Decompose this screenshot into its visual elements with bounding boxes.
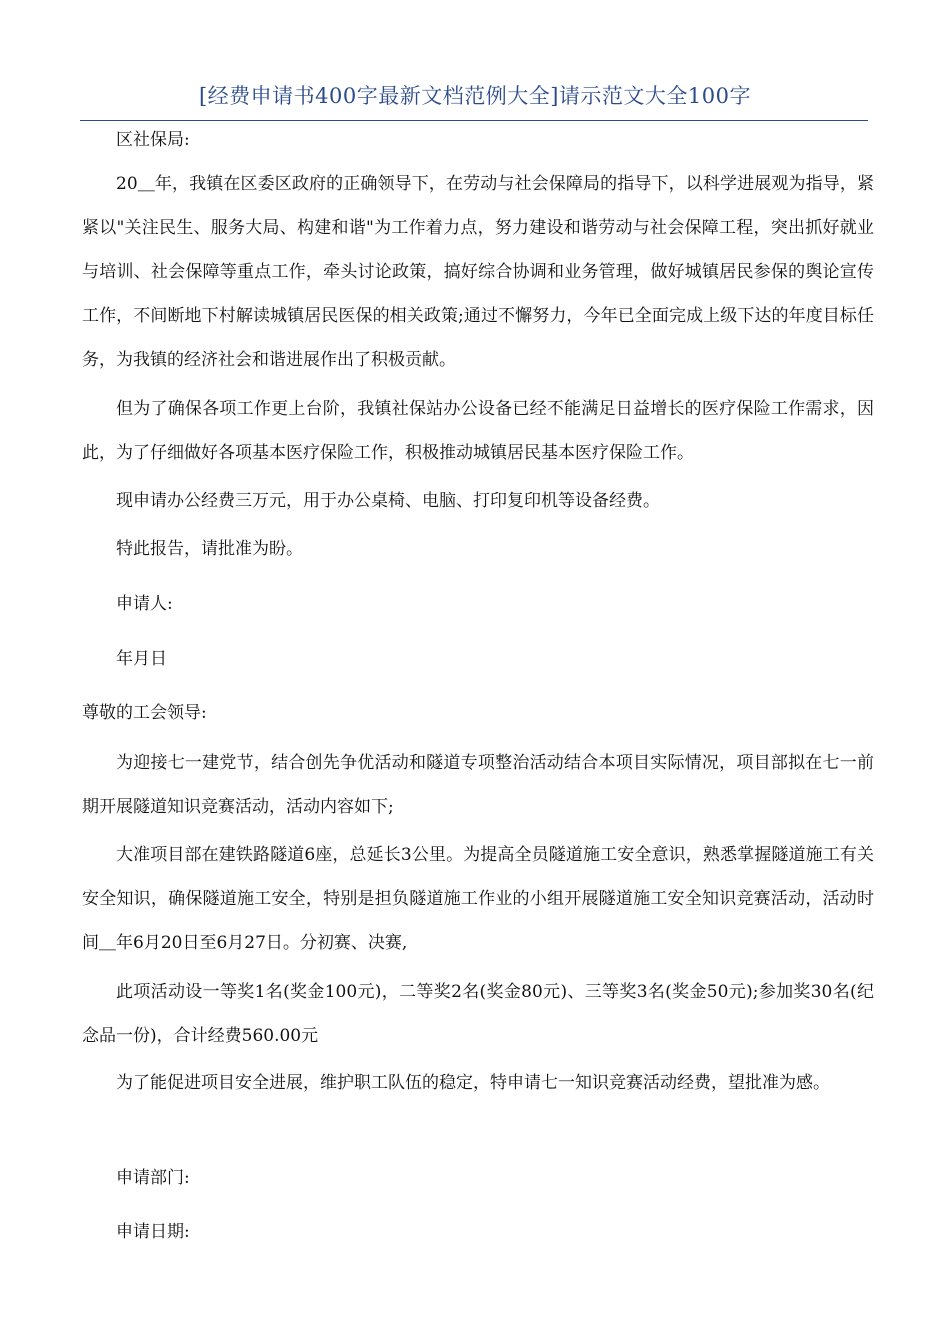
document-title: [经费申请书400字最新文档范例大全]请示范文大全100字 [198, 84, 752, 108]
paragraph-competition-intro: 为迎接七一建党节，结合创先争优活动和隧道专项整治活动结合本项目实际情况，项目部拟在七一前期开展隧道知识竞赛活动，活动内容如下; [82, 753, 874, 817]
paragraph-request-approval: 为了能促进项目安全进展，维护职工队伍的稳定，特申请七一知识竞赛活动经费，望批准为感。 [116, 1073, 830, 1093]
application-date-label: 申请日期: [116, 1222, 190, 1242]
paragraph-equipment-need: 但为了确保各项工作更上台阶，我镇社保站办公设备已经不能满足日益增长的医疗保险工作需求，因此，为了仔细做好各项基本医疗保险工作，积极推动城镇居民基本医疗保险工作。 [82, 399, 874, 463]
date-placeholder: 年月日 [116, 649, 167, 669]
paragraph-funding-request: 现申请办公经费三万元，用于办公桌椅、电脑、打印复印机等设备经费。 [116, 491, 660, 511]
applicant-label: 申请人: [116, 594, 173, 614]
salutation-social-security-bureau: 区社保局: [116, 130, 190, 150]
paragraph-report-closing: 特此报告，请批准为盼。 [116, 539, 303, 559]
paragraph-prize-budget: 此项活动设一等奖1名(奖金100元)，二等奖2名(奖金80元)、三等奖3名(奖金50元);参加奖30名(纪念品一份)，合计经费560.00元 [82, 982, 874, 1046]
salutation-union-leaders: 尊敬的工会领导: [82, 703, 207, 723]
applying-department-label: 申请部门: [116, 1168, 190, 1188]
paragraph-work-summary: 20＿年，我镇在区委区政府的正确领导下，在劳动与社会保障局的指导下，以科学进展观为指导，紧紧以"关注民生、服务大局、构建和谐"为工作着力点，努力建设和谐劳动与社会保障工程，突出抓好就业与培训、社会保障等重点工作，牵头讨论政策，搞好综合协调和业务管理，做好城镇居民参保的舆论宣传工作，不间断地下村解读城镇居民医保的相关政策;通过不懈努力，今年已全面完成上级下达的年度目标任务，为我镇的经济社会和谐进展作出了积极贡献。 [82, 174, 874, 370]
paragraph-tunnel-project: 大准项目部在建铁路隧道6座，总延长3公里。为提高全员隧道施工安全意识，熟悉掌握隧道施工有关安全知识，确保隧道施工安全，特别是担负隧道施工作业的小组开展隧道施工安全知识竞赛活动，活动时间＿年6月20日至6月27日。分初赛、决赛, [82, 845, 874, 953]
